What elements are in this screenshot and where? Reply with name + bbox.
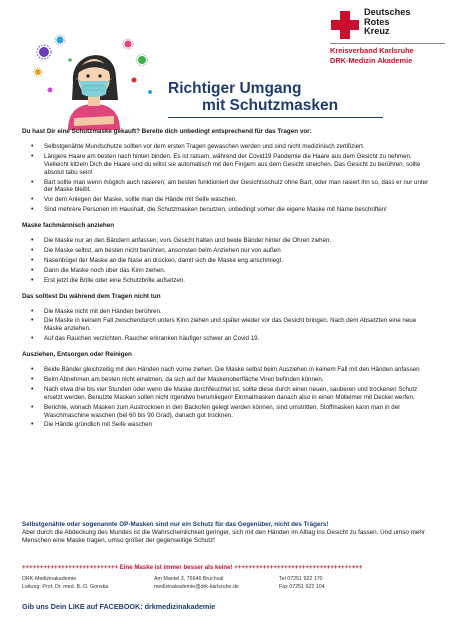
- list-item: • Sind mehrere Personen im Haushalt, die Schutzmasken benutzen, unbedingt vorher die eigene Maske mit Name beschriften!: [44, 206, 432, 214]
- main-content: [22, 128, 432, 431]
- title-line-1: Richtiger Umgang: [168, 80, 302, 97]
- virus-icon: [55, 35, 65, 45]
- list-item: • Erst jetzt die Brille oder eine Schutzbrille aufsetzen.: [44, 277, 432, 285]
- list-item: • Dann die Maske noch über das Kinn ziehen.: [44, 267, 432, 275]
- facebook-callout: Gib uns Dein LIKE auf FACEBOOK: drkmedizinakademie: [22, 602, 216, 611]
- list-item: • Auf das Rauchen verzichten. Raucher erkranken häufiger schwer an Covid 19.: [44, 335, 432, 343]
- list-item: • Die Maske in keinem Fall zwischendurch unters Kinn ziehen und später wieder vor das Gesicht bringen. Nach dem Absetzten eine neue Maske anziehen.: [44, 317, 432, 333]
- drk-logo: [330, 8, 445, 66]
- list-item: • Längere Haare am besten nach hinten binden. Es ist ratsam, während der Covid19 Pandemie die Haare aus dem Gesicht zu nehmen. Vielleicht kitzeln Dich die Haare und du willst sie automatisch mit den Fingern aus dem Gesicht streichen. Das Gesicht zu berühren, sollte absolut tabu sein!: [44, 153, 432, 177]
- closing-text: Aber durch die Abdeckung des Mundes ist die Wahrscheinlichkeit geringer, sich mit den Händen im Alltag ins Gesicht zu fassen. Und umso mehr Menschen eine Maske tragen, umso größer der gegenseitige Schutz!: [22, 529, 425, 544]
- list-item: • Berichte, wonach Masken zum Austrocknen in den Backofen gelegt werden können, sind umstritten. Stoffmasken kann man in der Waschmaschine waschen (bei 60 bis 90 Grad), danach gut trocknen.: [44, 404, 432, 420]
- virus-icon: [137, 55, 148, 66]
- section-heading: Ausziehen, Entsorgen oder Reinigen: [22, 351, 132, 359]
- removal-list: [22, 366, 432, 429]
- prep-list: [22, 143, 432, 214]
- list-item: • Nasenbügel der Maske an die Nase an drücken, damit sich die Maske eng anschmiegt.: [44, 257, 432, 265]
- list-item: • Beim Abnehmen am besten nicht einatmen, da sich auf der Maskenoberfläche Viren befinden können.: [44, 376, 432, 384]
- logo-subtitle: Kreisverband Karlsruhe DRK-Medizin Akademie: [330, 46, 414, 65]
- list-item: • Beide Bänder gleichzeitig mit den Händen nach vorne ziehen. Die Maske selbst beim Ausziehen in keinem Fall mit den Händen anfassen: [44, 366, 432, 374]
- slogan-banner: +++++++++++++++++++++++++++ Eine Maske ist immer besser als keine! ++++++++++++++++++++++++++++++++++++: [22, 564, 363, 571]
- list-item: • Bart sollte man wenn möglich auch rasieren; am besten funktioniert der Gesichtsschutz ohne Bart, oder man rasiert ihn so, dass er nur unter der Maske bleibt.: [44, 179, 432, 195]
- woman-with-mask-illustration: [30, 30, 160, 130]
- virus-icon: [123, 39, 133, 49]
- virus-icon: [37, 45, 51, 59]
- intro-heading: Du hast Dir eine Schutzmaske gekauft? Bereite dich unbedingt entsprechend für das Tragen vor:: [22, 128, 312, 135]
- footer-email-link[interactable]: medizinakademie@drk-karlsruhe.de: [154, 583, 239, 590]
- closing-highlight: Selbstgenähte oder sogenannte OP-Masken sind nur ein Schutz für das Gegenüber, nicht des Trägers!: [22, 521, 329, 528]
- title-divider: [168, 117, 383, 118]
- footer: [22, 576, 442, 591]
- footer-address: Am Mantel 3, 76646 Bruchsal medizinakademie@drk-karlsruhe.de: [154, 576, 279, 591]
- list-item: • Nach etwa drei bis vier Stunden oder wenn die Maske durchfeuchtet ist, sollte diese durch einen neuen, sauberen und trockenen Schutz ersetzt werden. Benutzte Masken sollen nicht irgendwo herumliegen! Einmalmasken danach also in einen Mülleimer mit Deckel werfen.: [44, 386, 432, 402]
- list-item: • Die Maske selbst, am besten nicht berühren, ansonsten beim Anziehen nur von außen: [44, 247, 432, 255]
- footer-org: DRK-Medizinakademie Leitung: Prof. Dr. med. B.-D. Gonska: [22, 576, 109, 590]
- footer-phone: Tel 07251 922 170 Fax 07251 922 104: [279, 576, 325, 590]
- red-cross-icon: [330, 10, 360, 40]
- logo-wordmark: Deutsches Rotes Kreuz: [364, 7, 411, 37]
- page-title: [168, 80, 428, 114]
- virus-icon: [34, 68, 43, 77]
- donts-list: [22, 308, 432, 344]
- closing-note: [22, 521, 442, 545]
- list-item: • Vor dem Anlegen der Maske, sollte man die Hände mit Seife waschen.: [44, 196, 432, 204]
- list-item: • Die Maske nicht mit den Händen berühren.: [44, 308, 432, 316]
- list-item: • Die Hände gründlich mit Seife waschen: [44, 421, 432, 429]
- section-heading: Maske fachmännisch anziehen: [22, 222, 115, 230]
- list-item: • Selbstgenähte Mundschutze sollten vor dem ersten Tragen gewaschen werden und sind nicht medizinisch zertifiziert.: [44, 143, 432, 151]
- list-item: • Die Maske nur an den Bändern anfassen, vors Gesicht halten und beide Bänder hinter die Ohren ziehen.: [44, 237, 432, 245]
- put-on-list: [22, 237, 432, 285]
- section-heading: Das solltest Du während dem Tragen nicht tun: [22, 292, 161, 300]
- title-line-2: mit Schutzmasken: [202, 97, 339, 114]
